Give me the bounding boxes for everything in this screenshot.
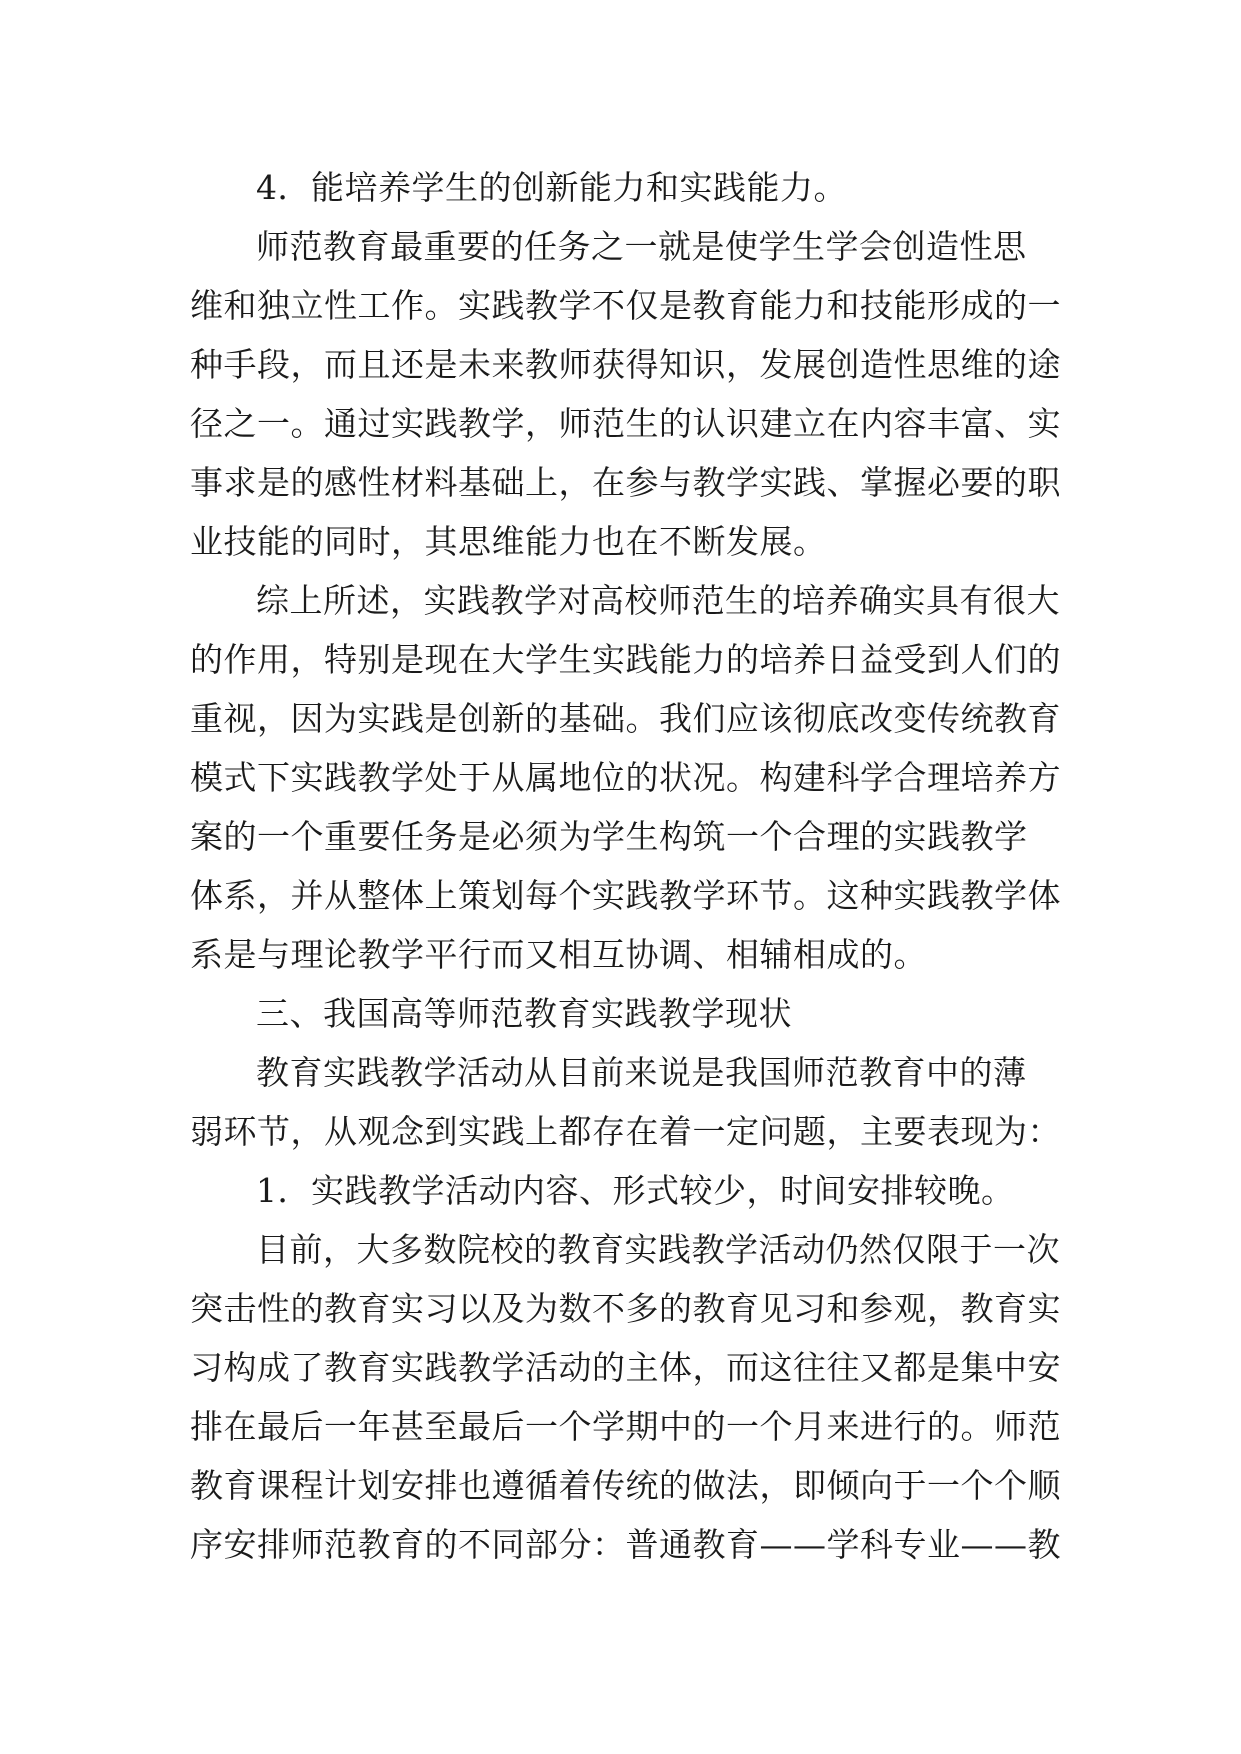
text-line: 序安排师范教育的不同部分：普通教育——学科专业——教 [190,1525,1061,1564]
text-line: 维和独立性工作。实践教学不仅是教育能力和技能形成的一 [190,286,1061,325]
text-line: 体系，并从整体上策划每个实践教学环节。这种实践教学体 [190,876,1061,915]
text-line: 弱环节，从观念到实践上都存在着一定问题，主要表现为： [190,1112,1061,1151]
list-item-heading: 1．实践教学活动内容、形式较少，时间安排较晚。 [256,1171,1015,1210]
text-line: 排在最后一年甚至最后一个学期中的一个月来进行的。师范 [190,1407,1061,1446]
text-line: 综上所述，实践教学对高校师范生的培养确实具有很大 [256,581,1060,620]
text-line: 重视，因为实践是创新的基础。我们应该彻底改变传统教育 [190,699,1061,738]
text-line: 案的一个重要任务是必须为学生构筑一个合理的实践教学 [190,817,1028,856]
text-line: 系是与理论教学平行而又相互协调、相辅相成的。 [190,935,927,974]
text-line: 习构成了教育实践教学活动的主体，而这往往又都是集中安 [190,1348,1061,1387]
text-line: 种手段，而且还是未来教师获得知识，发展创造性思维的途 [190,345,1061,384]
text-line: 业技能的同时，其思维能力也在不断发展。 [190,522,827,561]
text-line: 教育实践教学活动从目前来说是我国师范教育中的薄 [256,1053,1027,1092]
text-line: 的作用，特别是现在大学生实践能力的培养日益受到人们的 [190,640,1061,679]
text-line: 目前，大多数院校的教育实践教学活动仍然仅限于一次 [256,1230,1060,1269]
text-line: 师范教育最重要的任务之一就是使学生学会创造性思 [256,227,1027,266]
document-body [190,158,1061,1574]
text-line: 事求是的感性材料基础上，在参与教学实践、掌握必要的职 [190,463,1061,502]
text-line: 模式下实践教学处于从属地位的状况。构建科学合理培养方 [190,758,1061,797]
text-line: 教育课程计划安排也遵循着传统的做法，即倾向于一个个顺 [190,1466,1061,1505]
text-line: 4．能培养学生的创新能力和实践能力。 [256,168,847,207]
text-line: 径之一。通过实践教学，师范生的认识建立在内容丰富、实 [190,404,1061,443]
text-line: 突击性的教育实习以及为数不多的教育见习和参观，教育实 [190,1289,1061,1328]
section-heading: 三、我国高等师范教育实践教学现状 [256,994,792,1033]
